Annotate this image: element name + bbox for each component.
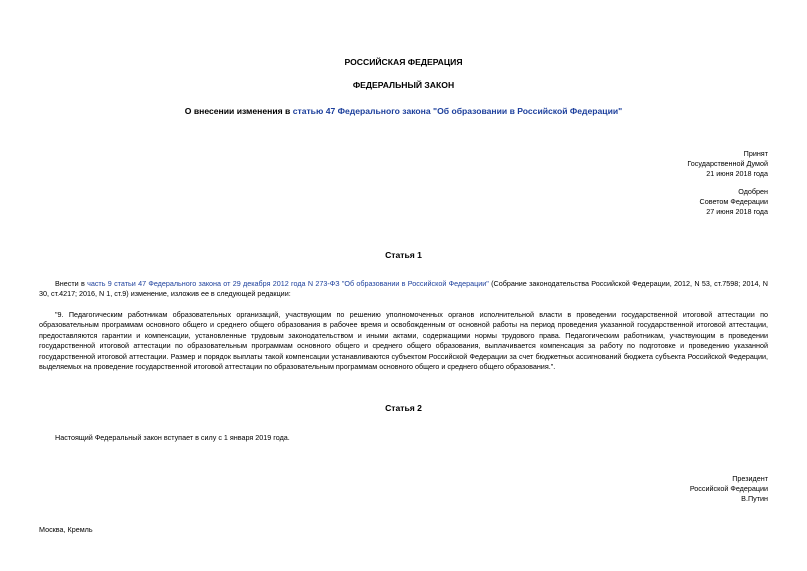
signing-place: Москва, Кремль — [39, 525, 93, 534]
article1-intro-suffix: (Собрание законодательства Российской Федерации, 2012, N 53, ст.7598; 2014, N 30, ст.4217; 2016, N 1, ст.9) изменение, изложив ее в следующей редакции: — [39, 279, 768, 299]
document-title — [0, 106, 807, 116]
article2-text: Настоящий Федеральный закон вступает в силу с 1 января 2019 года. — [55, 433, 290, 442]
duma-body: Государственной Думой — [687, 159, 768, 169]
duma-status: Принят — [743, 149, 768, 158]
article1-intro — [39, 279, 768, 300]
signature-block — [690, 474, 768, 505]
article1-law-link[interactable]: часть 9 статьи 47 Федерального закона от 29 декабря 2012 года N 273-ФЗ "Об образовании в Российской Федерации" — [87, 279, 489, 288]
article1-intro-prefix: Внести в — [55, 279, 88, 288]
council-body: Советом Федерации — [699, 197, 768, 207]
duma-date: 21 июня 2018 года — [706, 169, 768, 179]
council-approval-block — [700, 187, 768, 218]
header-doc-type: ФЕДЕРАЛЬНЫЙ ЗАКОН — [352, 80, 455, 90]
council-date: 27 июня 2018 года — [706, 207, 768, 217]
article1-heading: Статья 1 — [385, 250, 422, 260]
duma-adoption-block — [687, 149, 768, 180]
council-status: Одобрен — [738, 187, 768, 196]
article1-amendment-text: "9. Педагогическим работникам образовательных организаций, участвующим по решению уполномоченных органов исполнительной власти в проведении государственной итоговой аттестации по образовательным программам основного общего и среднего общего образования в рабочее время и освобожденным от основной работы на период проведения указанной государственной итоговой аттестации, предоставляются гарантии и компенсации, установленные трудовым законодательством и иными актами, содержащими нормы трудового права. Педагогическим работникам, участвующим в проведении государственной итоговой аттестации по образовательным программам основного общего и среднего общего образования, выплачивается компенсация за работу по подготовке и проведению указанной государственной итоговой аттестации. Размер и порядок выплаты такой компенсации устанавливаются субъектом Российской Федерации за счет бюджетных ассигнований бюджета субъекта Российской Федерации, выделяемых на проведение государственной итоговой аттестации по образовательным программам основного общего и среднего общего образования.". — [39, 310, 768, 372]
title-law-link[interactable]: статью 47 Федерального закона "Об образовании в Российской Федерации" — [292, 106, 623, 116]
signature-country: Российской Федерации — [689, 484, 768, 494]
title-prefix: О внесении изменения в — [184, 106, 293, 116]
article2-heading: Статья 2 — [385, 403, 422, 413]
header-country: РОССИЙСКАЯ ФЕДЕРАЦИЯ — [344, 57, 463, 67]
signature-name: В.Путин — [741, 494, 768, 504]
signature-title: Президент — [732, 474, 768, 483]
